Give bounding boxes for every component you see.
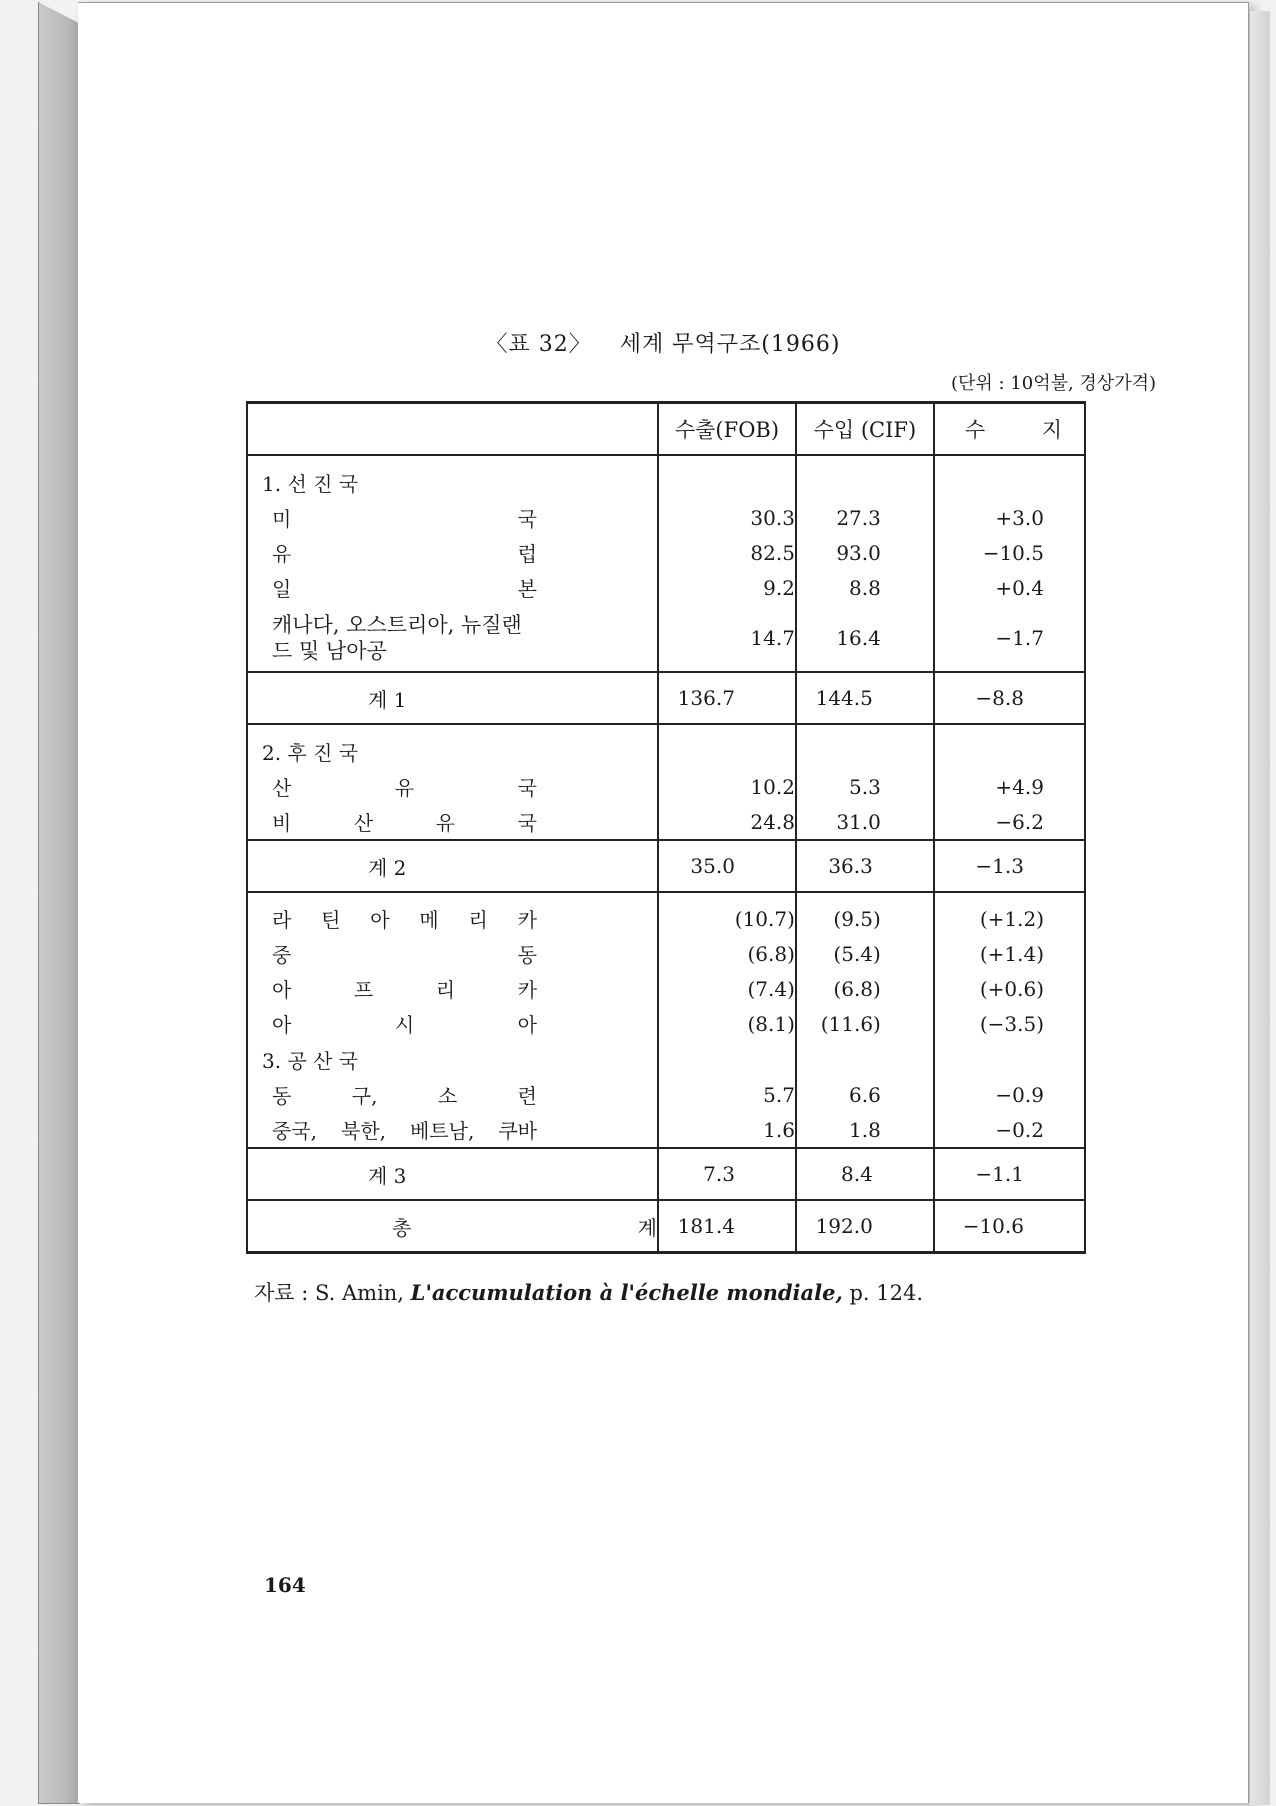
page-number: 164 [264,1573,306,1597]
label-part: 미 [272,507,292,531]
export-value: 1.6 [658,1112,796,1148]
balance-value: −10.5 [934,535,1085,570]
table-row [247,1006,1085,1041]
import-value: 93.0 [796,535,934,570]
label-part: 총 [392,1215,412,1240]
book-spine [38,2,80,1804]
label-part: 구, [351,1084,378,1108]
row-label [368,1212,657,1241]
label-part: 리 [435,978,456,1002]
table-row [247,1112,1085,1148]
label-part: 국 [517,811,537,835]
import-value: 6.6 [796,1077,934,1112]
import-value: 36.3 [796,840,934,892]
export-value: (6.8) [658,936,796,971]
table-row [247,570,1085,605]
export-value: 7.3 [658,1148,796,1200]
export-value: 82.5 [658,535,796,570]
label-part: 국 [517,776,537,800]
import-value: 192.0 [796,1200,934,1253]
import-value: 8.4 [796,1148,934,1200]
unit-note: (단위 : 10억불, 경상가격) [950,373,1156,394]
table-row [247,500,1085,535]
export-value: 35.0 [658,840,796,892]
label-part: 카 [517,978,537,1002]
label-part: 중 [272,943,292,967]
table-title: 세계 무역구조(1966) [619,332,841,357]
import-value: 1.8 [796,1112,934,1148]
balance-value: −10.6 [934,1200,1085,1253]
export-value: 5.7 [658,1077,796,1112]
header-blank [247,403,658,456]
table-row [247,605,1085,672]
balance-value: −1.7 [934,605,1085,672]
balance-value: −1.3 [934,840,1085,892]
row-label [248,573,537,602]
import-value: 31.0 [796,804,934,840]
subtotal-row [247,840,1085,892]
section-label: 2. 후 진 국 [247,724,658,769]
import-value: 8.8 [796,570,934,605]
label-part: 유 [435,811,456,835]
export-value: 24.8 [658,804,796,840]
label-part: 중국, [272,1119,317,1143]
total-row [247,1200,1085,1253]
balance-value: −0.2 [934,1112,1085,1148]
label-part: 북한, [341,1119,386,1143]
table-row [247,535,1085,570]
table-row [247,769,1085,804]
header-balance: 수 지 [934,403,1085,456]
export-value: 9.2 [658,570,796,605]
table-row [247,804,1085,840]
label-part: 산 [272,776,292,800]
table-row [247,1077,1085,1112]
section-developed [247,455,1085,500]
export-value: 30.3 [658,500,796,535]
label-part: 련 [517,1084,537,1108]
header-export: 수출(FOB) [658,403,796,456]
export-value: (8.1) [658,1006,796,1041]
label-part: 유 [394,776,415,800]
row-label [248,503,537,532]
export-value: (7.4) [658,971,796,1006]
label-part: 동 [272,1084,292,1108]
table-row [247,971,1085,1006]
balance-value: −8.8 [934,672,1085,724]
row-label [248,1115,537,1144]
label-part: 소 [437,1084,458,1108]
import-value: 27.3 [796,500,934,535]
balance-value: (+1.2) [934,892,1085,936]
label-part: 카 [517,908,537,932]
export-value: 181.4 [658,1200,796,1253]
row-label [248,772,537,801]
source-prefix: 자료 : S. Amin, [254,1281,404,1305]
balance-value: −6.2 [934,804,1085,840]
export-value: 10.2 [658,769,796,804]
label-part: 아 [272,1013,292,1037]
balance-value: (+1.4) [934,936,1085,971]
label-part: 럽 [517,542,537,566]
section-label: 3. 공 산 국 [247,1041,658,1077]
import-value: 16.4 [796,605,934,672]
label-part: 비 [272,811,292,835]
import-value: (11.6) [796,1006,934,1041]
label-part: 계 [637,1215,657,1240]
label-part: 라 [272,908,292,932]
header-row [247,403,1085,456]
row-label [248,807,537,836]
book-page [78,2,1249,1803]
row-label: 계 2 [247,840,658,892]
label-part: 베트남, [410,1119,475,1143]
header-import: 수입 (CIF) [796,403,934,456]
row-label [248,939,537,968]
label-part: 본 [517,577,537,601]
section-label: 1. 선 진 국 [247,455,658,500]
label-part: 아 [517,1013,537,1037]
table-caption [78,327,1248,358]
trade-table [246,401,1086,1254]
label-part: 아 [272,978,292,1002]
import-value: 144.5 [796,672,934,724]
label-part: 유 [272,542,292,566]
label-part: 틴 [321,908,341,932]
page-edge [1250,11,1270,1805]
balance-value: (+0.6) [934,971,1085,1006]
label-part: 프 [353,978,374,1002]
table-number: 〈표 32〉 [485,332,592,357]
row-label [248,1080,537,1109]
import-value: (5.4) [796,936,934,971]
source-footnote [254,1277,923,1307]
balance-value: +4.9 [934,769,1085,804]
label-part: 쿠바 [498,1119,537,1143]
table-row [247,892,1085,936]
export-value: 14.7 [658,605,796,672]
row-label [248,904,537,933]
label-part: 아 [370,908,390,932]
label-part: 일 [272,577,292,601]
subtotal-row [247,1148,1085,1200]
import-value: (9.5) [796,892,934,936]
balance-value: +0.4 [934,570,1085,605]
label-part: 메 [419,908,439,932]
balance-value: +3.0 [934,500,1085,535]
row-label [248,974,537,1003]
row-label: 계 1 [247,672,658,724]
row-label [248,1009,537,1038]
row-label [248,538,537,567]
export-value: 136.7 [658,672,796,724]
import-value: (6.8) [796,971,934,1006]
label-part: 국 [517,507,537,531]
balance-value: −1.1 [934,1148,1085,1200]
row-label: 캐나다, 오스트리아, 뉴질랜드 및 남아공 [272,613,522,663]
table-row [247,936,1085,971]
label-part: 동 [517,943,537,967]
source-page: p. 124. [849,1281,924,1305]
source-title: L'accumulation à l'échelle mondiale, [410,1280,843,1305]
subtotal-row [247,672,1085,724]
label-part: 리 [468,908,488,932]
row-label: 계 3 [247,1148,658,1200]
label-part: 시 [394,1013,415,1037]
export-value: (10.7) [658,892,796,936]
import-value: 5.3 [796,769,934,804]
section-developing [247,724,1085,769]
balance-value: −0.9 [934,1077,1085,1112]
balance-value: (−3.5) [934,1006,1085,1041]
label-part: 산 [353,811,374,835]
section-communist [247,1041,1085,1077]
